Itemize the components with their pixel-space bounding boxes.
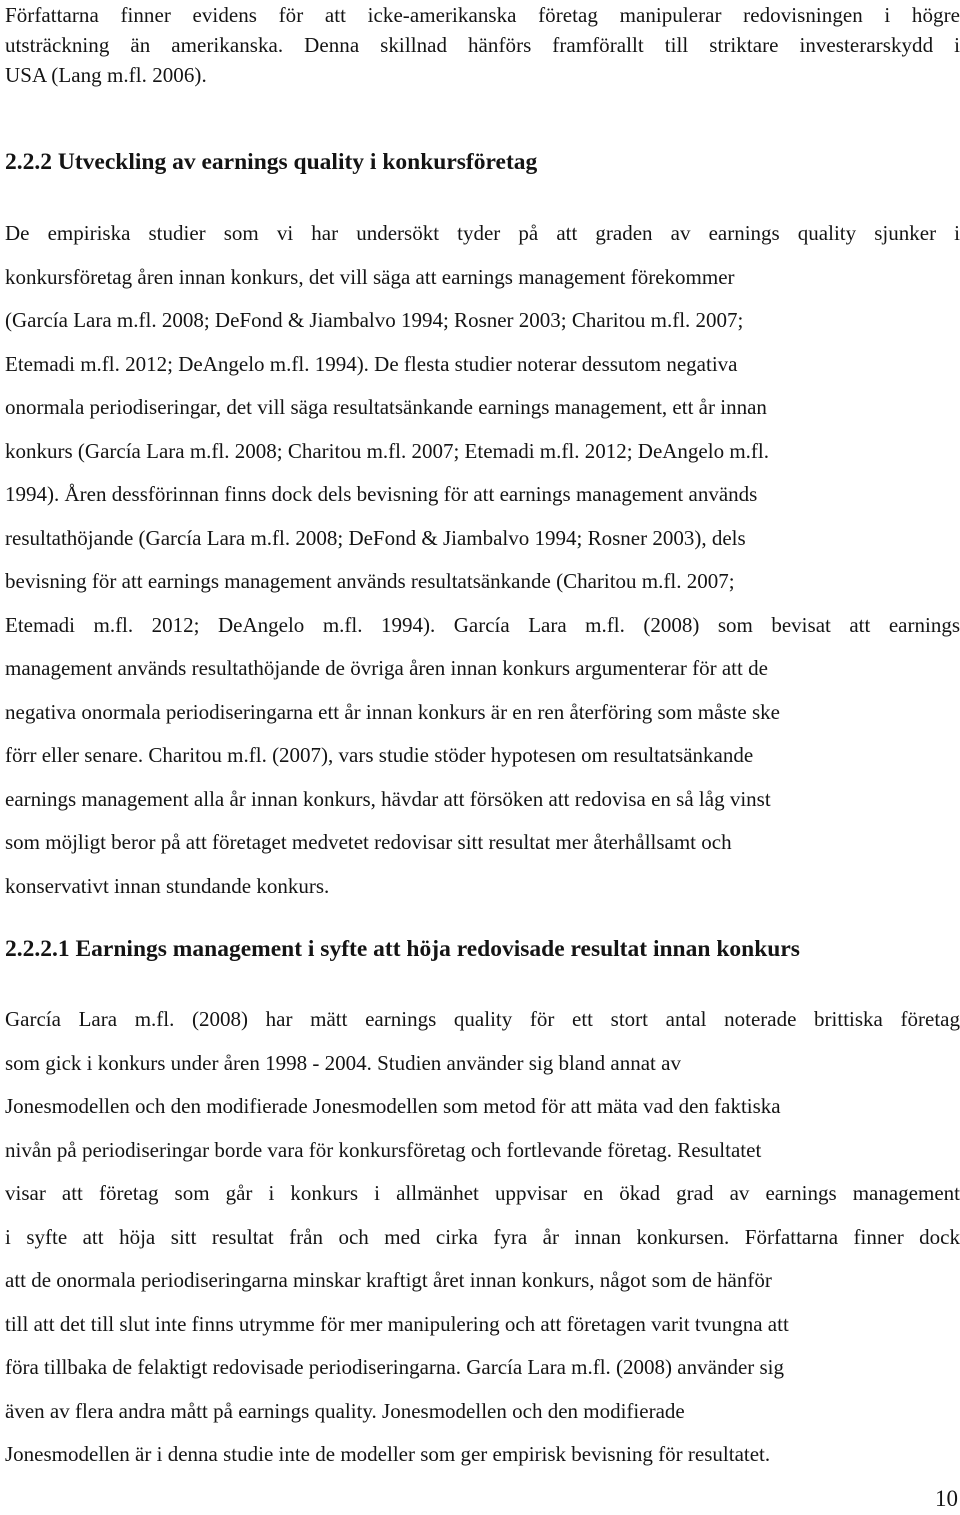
text-line: earnings management alla år innan konkurs, hävdar att försöken att redovisa en så låg vinst xyxy=(5,786,771,811)
text-line: García Lara m.fl. (2008) har mätt earnings quality för ett stort antal noterade brittiska företag xyxy=(5,1007,960,1031)
text-line: Etemadi m.fl. 2012; DeAngelo m.fl. 1994). De flesta studier noterar dessutom negativa xyxy=(5,351,738,376)
text-line: (García Lara m.fl. 2008; DeFond & Jiambalvo 1994; Rosner 2003; Charitou m.fl. 2007; xyxy=(5,308,744,332)
text-line: konkurs (García Lara m.fl. 2008; Charitou m.fl. 2007; Etemadi m.fl. 2012; DeAngelo m.fl. xyxy=(5,438,769,463)
section-heading: 2.2.2 Utveckling av earnings quality i konkursföretag xyxy=(5,149,538,175)
text-line: i syfte att höja sitt resultat från och med cirka fyra år innan konkursen. Författarna finner dock xyxy=(5,1224,960,1249)
text-line: konkursföretag åren innan konkurs, det vill säga att earnings management förekommer xyxy=(5,264,735,289)
text-line: utsträckning än amerikanska. Denna skillnad hänförs framförallt till striktare investerarskydd i xyxy=(5,33,960,57)
text-line: visar att företag som går i konkurs i allmänhet uppvisar en ökad grad av earnings management xyxy=(5,1181,960,1205)
text-line: som möjligt beror på att företaget medvetet redovisar sitt resultat mer återhållsamt och xyxy=(5,830,732,854)
document-page xyxy=(5,0,960,1466)
intro-paragraph xyxy=(5,0,960,90)
text-line: Jonesmodellen och den modifierade Jonesmodellen som metod för att mäta vad den faktiska xyxy=(5,1094,781,1118)
text-line: De empiriska studier som vi har undersökt tyder på att graden av earnings quality sjunker i xyxy=(5,221,960,245)
page-number: 10 xyxy=(935,1486,958,1511)
text-line: management används resultathöjande de övriga åren innan konkurs argumenterar för att de xyxy=(5,656,768,680)
text-line: även av flera andra mått på earnings quality. Jonesmodellen och den modifierade xyxy=(5,1398,685,1423)
text-line: negativa onormala periodiseringarna ett år innan konkurs är en ren återföring som måste ske xyxy=(5,699,780,724)
text-line: resultathöjande (García Lara m.fl. 2008; DeFond & Jiambalvo 1994; Rosner 2003), dels xyxy=(5,525,746,550)
text-line: onormala periodiseringar, det vill säga resultatsänkande earnings management, ett år innan xyxy=(5,395,767,419)
text-line: Etemadi m.fl. 2012; DeAngelo m.fl. 1994). García Lara m.fl. (2008) som bevisat att earnings xyxy=(5,612,960,637)
text-line: föra tillbaka de felaktigt redovisade periodiseringarna. García Lara m.fl. (2008) använder sig xyxy=(5,1355,785,1379)
text-line: nivån på periodiseringar borde vara för konkursföretag och fortlevande företag. Resultatet xyxy=(5,1137,762,1162)
text-line: 1994). Åren dessförinnan finns dock dels bevisning för att earnings management används xyxy=(5,482,758,506)
text-line: USA (Lang m.fl. 2006). xyxy=(5,63,207,87)
section-paragraph xyxy=(5,212,960,908)
text-line: konservativt innan stundande konkurs. xyxy=(5,873,330,898)
text-line: Jonesmodellen är i denna studie inte de modeller som ger empirisk bevisning för resultatet. xyxy=(5,1442,771,1466)
subsection-heading: 2.2.2.1 Earnings management i syfte att höja redovisade resultat innan konkurs xyxy=(5,936,800,962)
text-line: förr eller senare. Charitou m.fl. (2007), vars studie stöder hypotesen om resultatsänkande xyxy=(5,743,754,767)
text-line: bevisning för att earnings management används resultatsänkande (Charitou m.fl. 2007; xyxy=(5,569,735,593)
text-line: att de onormala periodiseringarna minskar kraftigt året innan konkurs, något som de hänför xyxy=(5,1268,772,1292)
subsection-paragraph xyxy=(5,998,960,1477)
text-line: Författarna finner evidens för att icke-amerikanska företag manipulerar redovisningen i högre xyxy=(5,3,960,27)
text-line: som gick i konkurs under åren 1998 - 2004. Studien använder sig bland annat av xyxy=(5,1050,681,1075)
text-line: till att det till slut inte finns utrymme för mer manipulering och att företagen varit tvungna att xyxy=(5,1311,789,1336)
